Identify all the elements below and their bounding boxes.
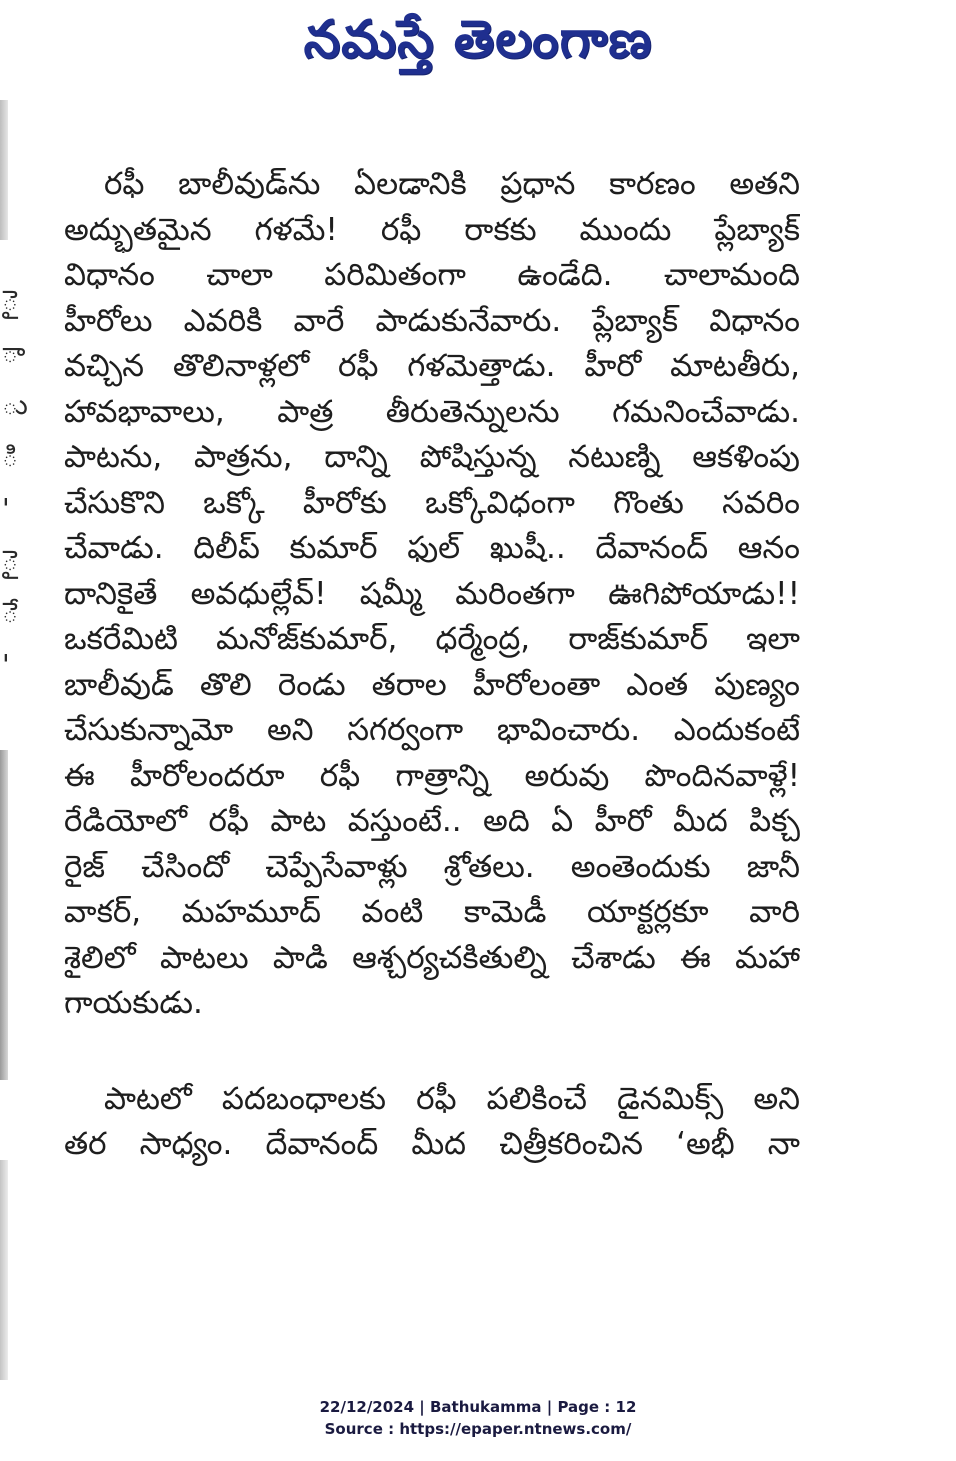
text-line: ఈ హీరోలందరూ రఫీ గాత్రాన్ని అరువు పొందినవాళ్లే!: [64, 757, 800, 794]
scan-shadow-strip: [0, 750, 8, 1080]
text-line: చేసుకొని ఒక్కో హీరోకు ఒక్కోవిధంగా గొంతు సవరిం: [64, 484, 800, 521]
scan-shadow-strip: [0, 100, 8, 240]
text-line: రఫీ బాలీవుడ్‌ను ఏలడానికి ప్రధాన కారణం అతని: [104, 166, 800, 202]
text-line: హావభావాలు, పాత్ర తీరుతెన్నులను గమనించేవాడు.: [64, 393, 800, 430]
text-line: వచ్చిన తొలినాళ్లలో రఫీ గళమెత్తాడు. హీరో మాటతీరు,: [64, 348, 800, 384]
text-line: దానికైతే అవధుల్లేవ్! షమ్మీ మరింతగా ఊగిపోయాడు!!: [64, 575, 800, 612]
text-line: చేవాడు. దిలీప్ కుమార్ ఫుల్ ఖుషీ.. దేవానంద్ ఆనం: [64, 530, 800, 566]
text-line: పాటను, పాత్రను, దాన్ని పోషిస్తున్న నటుణ్ని ఆకళింపు: [64, 439, 800, 475]
text-line: రేడియోలో రఫీ పాట వస్తుంటే.. అది ఏ హీరో మీద పిక్చ: [64, 803, 800, 839]
newspaper-clipping: [0, 100, 956, 1382]
cropped-glyph: ు: [2, 388, 28, 421]
adjacent-column-edge: [0, 100, 28, 1382]
text-line: గాయకుడు.: [64, 985, 203, 1021]
cropped-glyph: ': [2, 648, 10, 681]
scan-shadow-strip: [0, 1160, 8, 1380]
text-line: బాలీవుడ్ తొలి రెండు తరాల హీరోలంతా ఎంత పుణ్యం: [64, 666, 800, 703]
newspaper-logo: నమస్తే తెలంగాణ: [303, 10, 653, 70]
text-line: తర సాధ్యం. దేవానంద్ మీద చిత్రీకరించిన ‘అభీ నా: [64, 1126, 800, 1162]
cropped-glyph: ా: [2, 336, 26, 369]
article-body: [64, 162, 800, 1168]
text-line: ఒకరేమిటి మనోజ్‌కుమార్, ధర్మేంద్ర, రాజ్‌కుమార్ ఇలా: [64, 621, 800, 657]
article-paragraph: [64, 1077, 800, 1168]
article-paragraph: [64, 162, 800, 1027]
cropped-glyph: ి: [2, 440, 19, 473]
text-line: హీరోలు ఎవరికి వారే పాడుకునేవారు. ప్లేబ్యాక్ విధానం: [64, 302, 800, 339]
cropped-glyph: ై: [2, 284, 19, 317]
text-line: విధానం చాలా పరిమితంగా ఉండేది. చాలామంది: [64, 257, 800, 293]
cropped-glyph: ే: [2, 596, 19, 629]
text-line: వాకర్, మహమూద్ వంటి కామెడీ యాక్టర్లకూ వారి: [64, 894, 800, 930]
cropped-text-fragments: [2, 275, 28, 691]
edition-info: 22/12/2024 | Bathukamma | Page : 12: [319, 1398, 637, 1416]
text-line: పాటలో పదబంధాలకు రఫీ పలికించే డైనమిక్స్ అని: [104, 1080, 800, 1117]
text-line: శైలిలో పాటలు పాడి ఆశ్చర్యచకితుల్ని చేశాడు ఈ మహా: [64, 939, 800, 976]
text-line: అద్భుతమైన గళమే! రఫీ రాకకు ముందు ప్లేబ్యాక్: [64, 211, 800, 248]
cropped-glyph: ై: [2, 544, 19, 577]
text-line: రైజ్ చేసిందో చెప్పేసేవాళ్లు శ్రోతలు. అంతెందుకు జానీ: [64, 848, 800, 885]
cropped-glyph: ': [2, 492, 10, 525]
text-line: చేసుకున్నామో అని సగర్వంగా భావించారు. ఎందుకంటే: [64, 712, 800, 748]
masthead: [0, 4, 956, 82]
source-footer: [0, 1396, 956, 1440]
source-url: Source : https://epaper.ntnews.com/: [324, 1420, 632, 1438]
